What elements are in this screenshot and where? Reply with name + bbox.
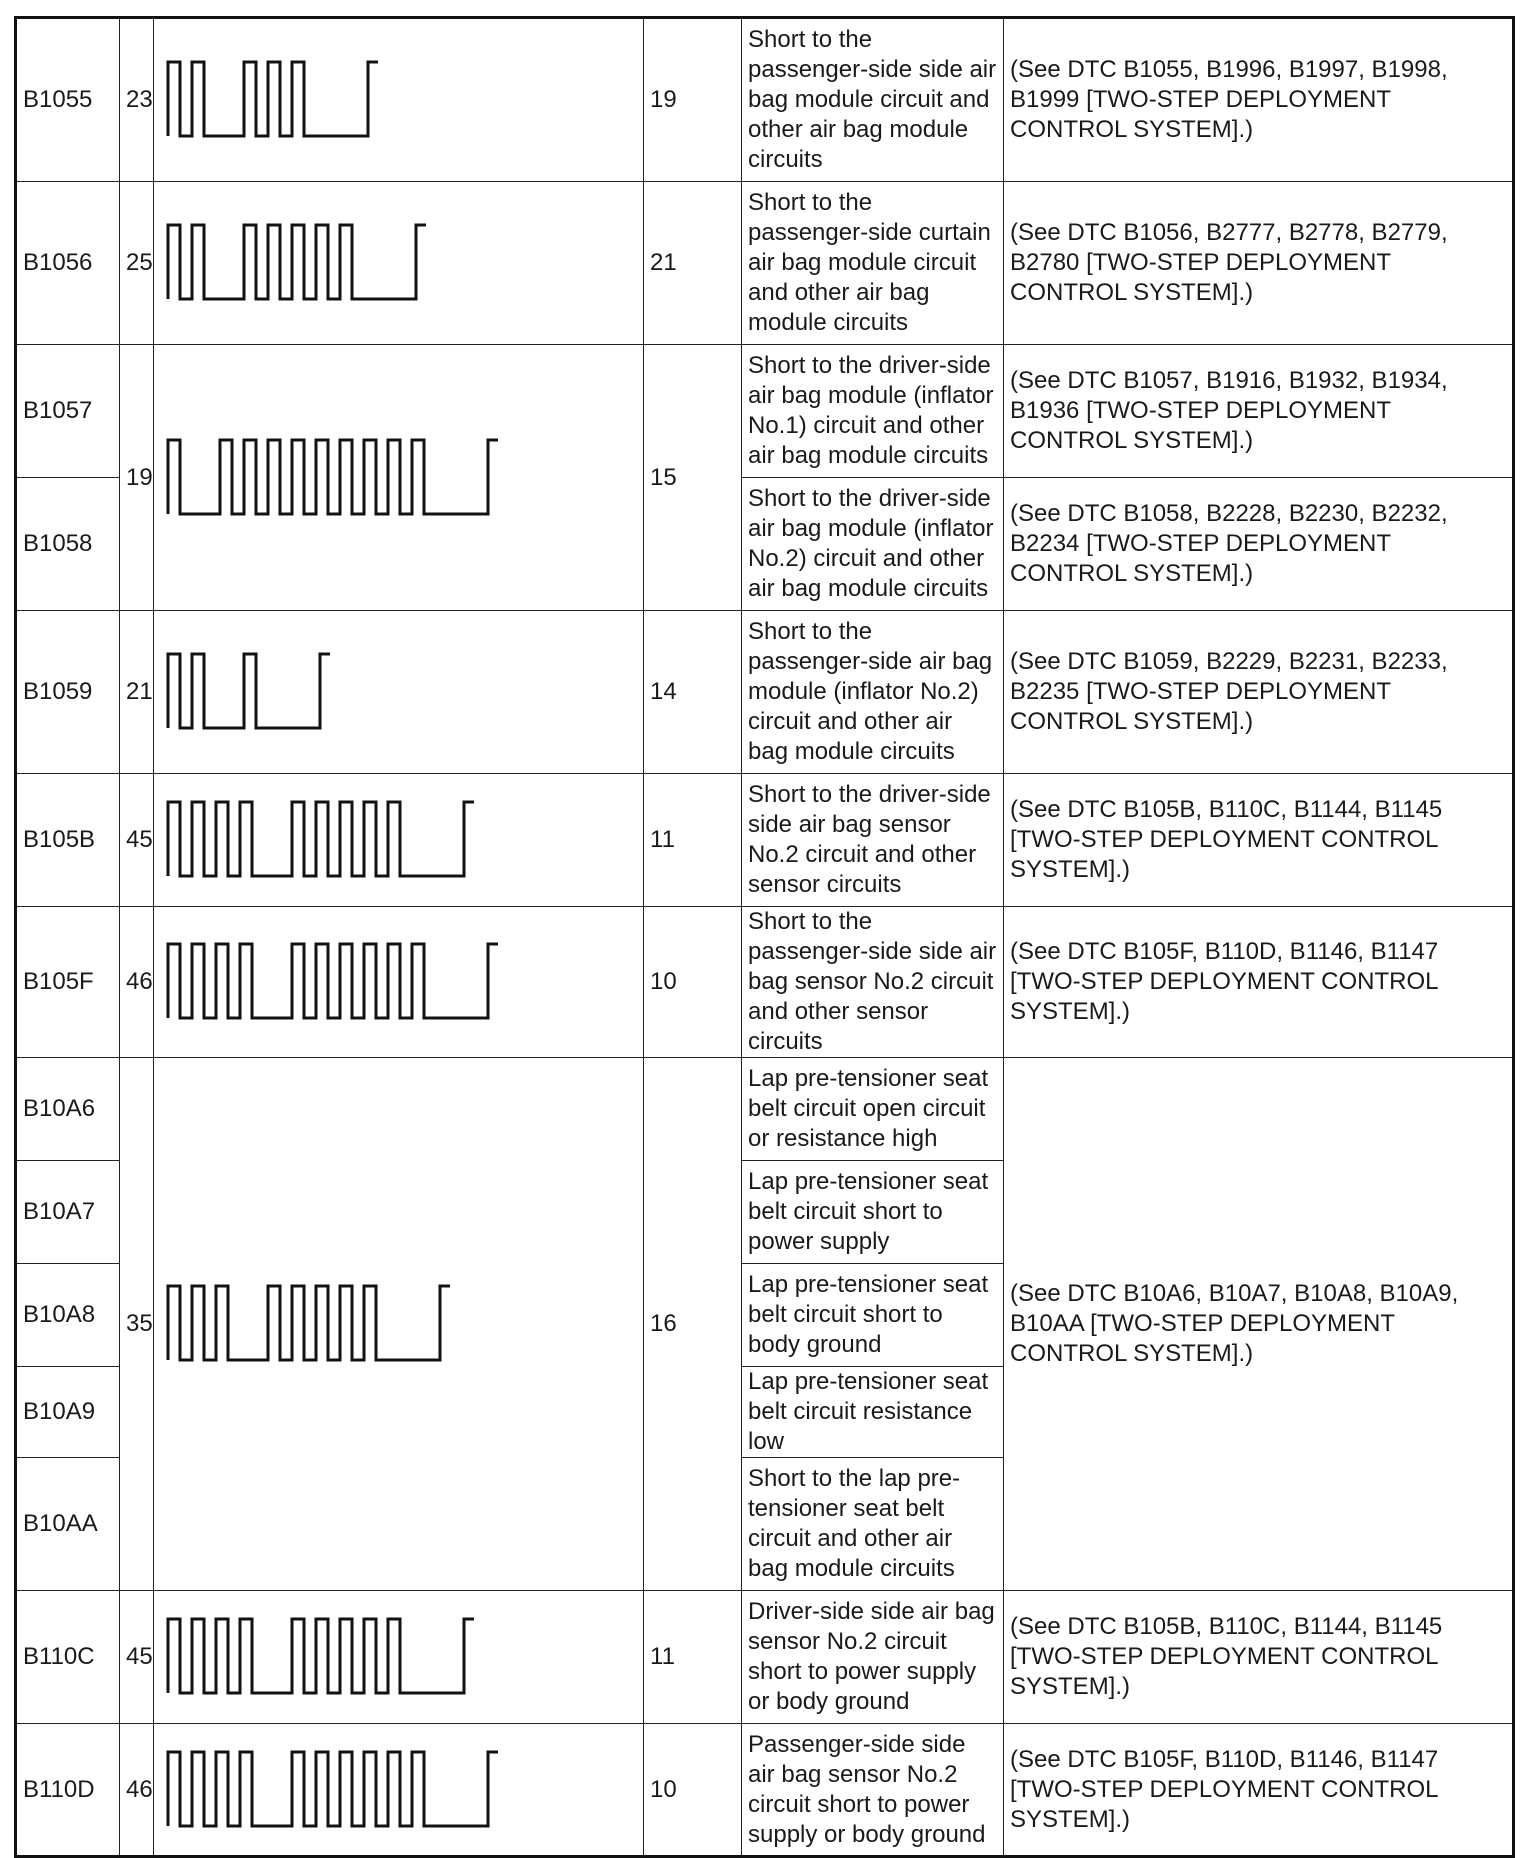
pulse-count: 19 [644, 18, 742, 182]
pulse-trace [168, 440, 498, 514]
pulse-count: 10 [644, 907, 742, 1058]
pulse-waveform [154, 774, 644, 907]
table-row [16, 1058, 1514, 1161]
pin-number: 19 [120, 345, 154, 611]
dtc-reference: (See DTC B105B, B110C, B1144, B1145 [TWO-STEP DEPLOYMENT CONTROL SYSTEM].) [1004, 1591, 1514, 1724]
pulse-waveform [154, 18, 644, 182]
dtc-code: B1059 [16, 611, 120, 774]
dtc-code: B1056 [16, 182, 120, 345]
fault-description: Short to the driver-side air bag module (inflator No.2) circuit and other air bag module circuits [742, 478, 1004, 611]
fault-description: Short to the passenger-side side air bag module circuit and other air bag module circuits [742, 18, 1004, 182]
dtc-code: B105F [16, 907, 120, 1058]
table-row [16, 611, 1514, 774]
dtc-code: B10A9 [16, 1367, 120, 1458]
table-row [16, 907, 1514, 1058]
dtc-reference: (See DTC B1058, B2228, B2230, B2232, B2234 [TWO-STEP DEPLOYMENT CONTROL SYSTEM].) [1004, 478, 1514, 611]
pulse-trace [168, 225, 426, 299]
fault-description: Short to the lap pre-tensioner seat belt circuit and other air bag module circuits [742, 1458, 1004, 1591]
pulse-count: 11 [644, 1591, 742, 1724]
dtc-reference: (See DTC B105F, B110D, B1146, B1147 [TWO-STEP DEPLOYMENT CONTROL SYSTEM].) [1004, 1724, 1514, 1857]
dtc-table [14, 16, 1515, 1858]
pulse-count: 15 [644, 345, 742, 611]
dtc-reference: (See DTC B105F, B110D, B1146, B1147 [TWO-STEP DEPLOYMENT CONTROL SYSTEM].) [1004, 907, 1514, 1058]
pin-number: 45 [120, 1591, 154, 1724]
table-row [16, 1591, 1514, 1724]
pulse-waveform [154, 1724, 644, 1857]
pulse-count: 16 [644, 1058, 742, 1591]
dtc-code: B10A7 [16, 1161, 120, 1264]
fault-description: Lap pre-tensioner seat belt circuit resistance low [742, 1367, 1004, 1458]
pin-number: 35 [120, 1058, 154, 1591]
dtc-code: B10A6 [16, 1058, 120, 1161]
pulse-waveform [154, 611, 644, 774]
dtc-sheet [14, 16, 1512, 1848]
fault-description: Lap pre-tensioner seat belt circuit open circuit or resistance high [742, 1058, 1004, 1161]
pulse-count: 14 [644, 611, 742, 774]
pin-number: 23 [120, 18, 154, 182]
pin-number: 21 [120, 611, 154, 774]
table-row [16, 1724, 1514, 1857]
table-row [16, 345, 1514, 478]
pulse-trace [168, 1752, 498, 1826]
dtc-code: B1055 [16, 18, 120, 182]
dtc-code: B1057 [16, 345, 120, 478]
pulse-count: 10 [644, 1724, 742, 1857]
dtc-reference: (See DTC B105B, B110C, B1144, B1145 [TWO-STEP DEPLOYMENT CONTROL SYSTEM].) [1004, 774, 1514, 907]
dtc-reference: (See DTC B1057, B1916, B1932, B1934, B1936 [TWO-STEP DEPLOYMENT CONTROL SYSTEM].) [1004, 345, 1514, 478]
pulse-trace [168, 654, 330, 728]
dtc-code: B110C [16, 1591, 120, 1724]
dtc-reference: (See DTC B1055, B1996, B1997, B1998, B1999 [TWO-STEP DEPLOYMENT CONTROL SYSTEM].) [1004, 18, 1514, 182]
pulse-waveform [154, 345, 644, 611]
dtc-code: B10A8 [16, 1264, 120, 1367]
pulse-count: 11 [644, 774, 742, 907]
pulse-waveform [154, 907, 644, 1058]
pulse-trace [168, 944, 498, 1018]
dtc-reference: (See DTC B10A6, B10A7, B10A8, B10A9, B10AA [TWO-STEP DEPLOYMENT CONTROL SYSTEM].) [1004, 1058, 1514, 1591]
fault-description: Driver-side side air bag sensor No.2 circuit short to power supply or body ground [742, 1591, 1004, 1724]
fault-description: Short to the driver-side side air bag sensor No.2 circuit and other sensor circuits [742, 774, 1004, 907]
dtc-reference: (See DTC B1059, B2229, B2231, B2233, B2235 [TWO-STEP DEPLOYMENT CONTROL SYSTEM].) [1004, 611, 1514, 774]
pulse-trace [168, 1619, 474, 1693]
table-row [16, 182, 1514, 345]
table-row [16, 774, 1514, 907]
pulse-trace [168, 62, 378, 136]
fault-description: Passenger-side side air bag sensor No.2 circuit short to power supply or body ground [742, 1724, 1004, 1857]
pulse-trace [168, 1286, 450, 1360]
pin-number: 46 [120, 1724, 154, 1857]
fault-description: Lap pre-tensioner seat belt circuit short to body ground [742, 1264, 1004, 1367]
pulse-trace [168, 802, 474, 876]
dtc-code: B105B [16, 774, 120, 907]
fault-description: Short to the passenger-side air bag module (inflator No.2) circuit and other air bag module circuits [742, 611, 1004, 774]
fault-description: Short to the passenger-side curtain air bag module circuit and other air bag module circuits [742, 182, 1004, 345]
dtc-code: B110D [16, 1724, 120, 1857]
fault-description: Short to the driver-side air bag module (inflator No.1) circuit and other air bag module circuits [742, 345, 1004, 478]
fault-description: Short to the passenger-side side air bag sensor No.2 circuit and other sensor circuits [742, 907, 1004, 1058]
pulse-count: 21 [644, 182, 742, 345]
table-row [16, 18, 1514, 182]
pin-number: 45 [120, 774, 154, 907]
pin-number: 25 [120, 182, 154, 345]
dtc-reference: (See DTC B1056, B2777, B2778, B2779, B2780 [TWO-STEP DEPLOYMENT CONTROL SYSTEM].) [1004, 182, 1514, 345]
pulse-waveform [154, 1591, 644, 1724]
dtc-code: B1058 [16, 478, 120, 611]
fault-description: Lap pre-tensioner seat belt circuit short to power supply [742, 1161, 1004, 1264]
pin-number: 46 [120, 907, 154, 1058]
pulse-waveform [154, 1058, 644, 1591]
pulse-waveform [154, 182, 644, 345]
dtc-code: B10AA [16, 1458, 120, 1591]
